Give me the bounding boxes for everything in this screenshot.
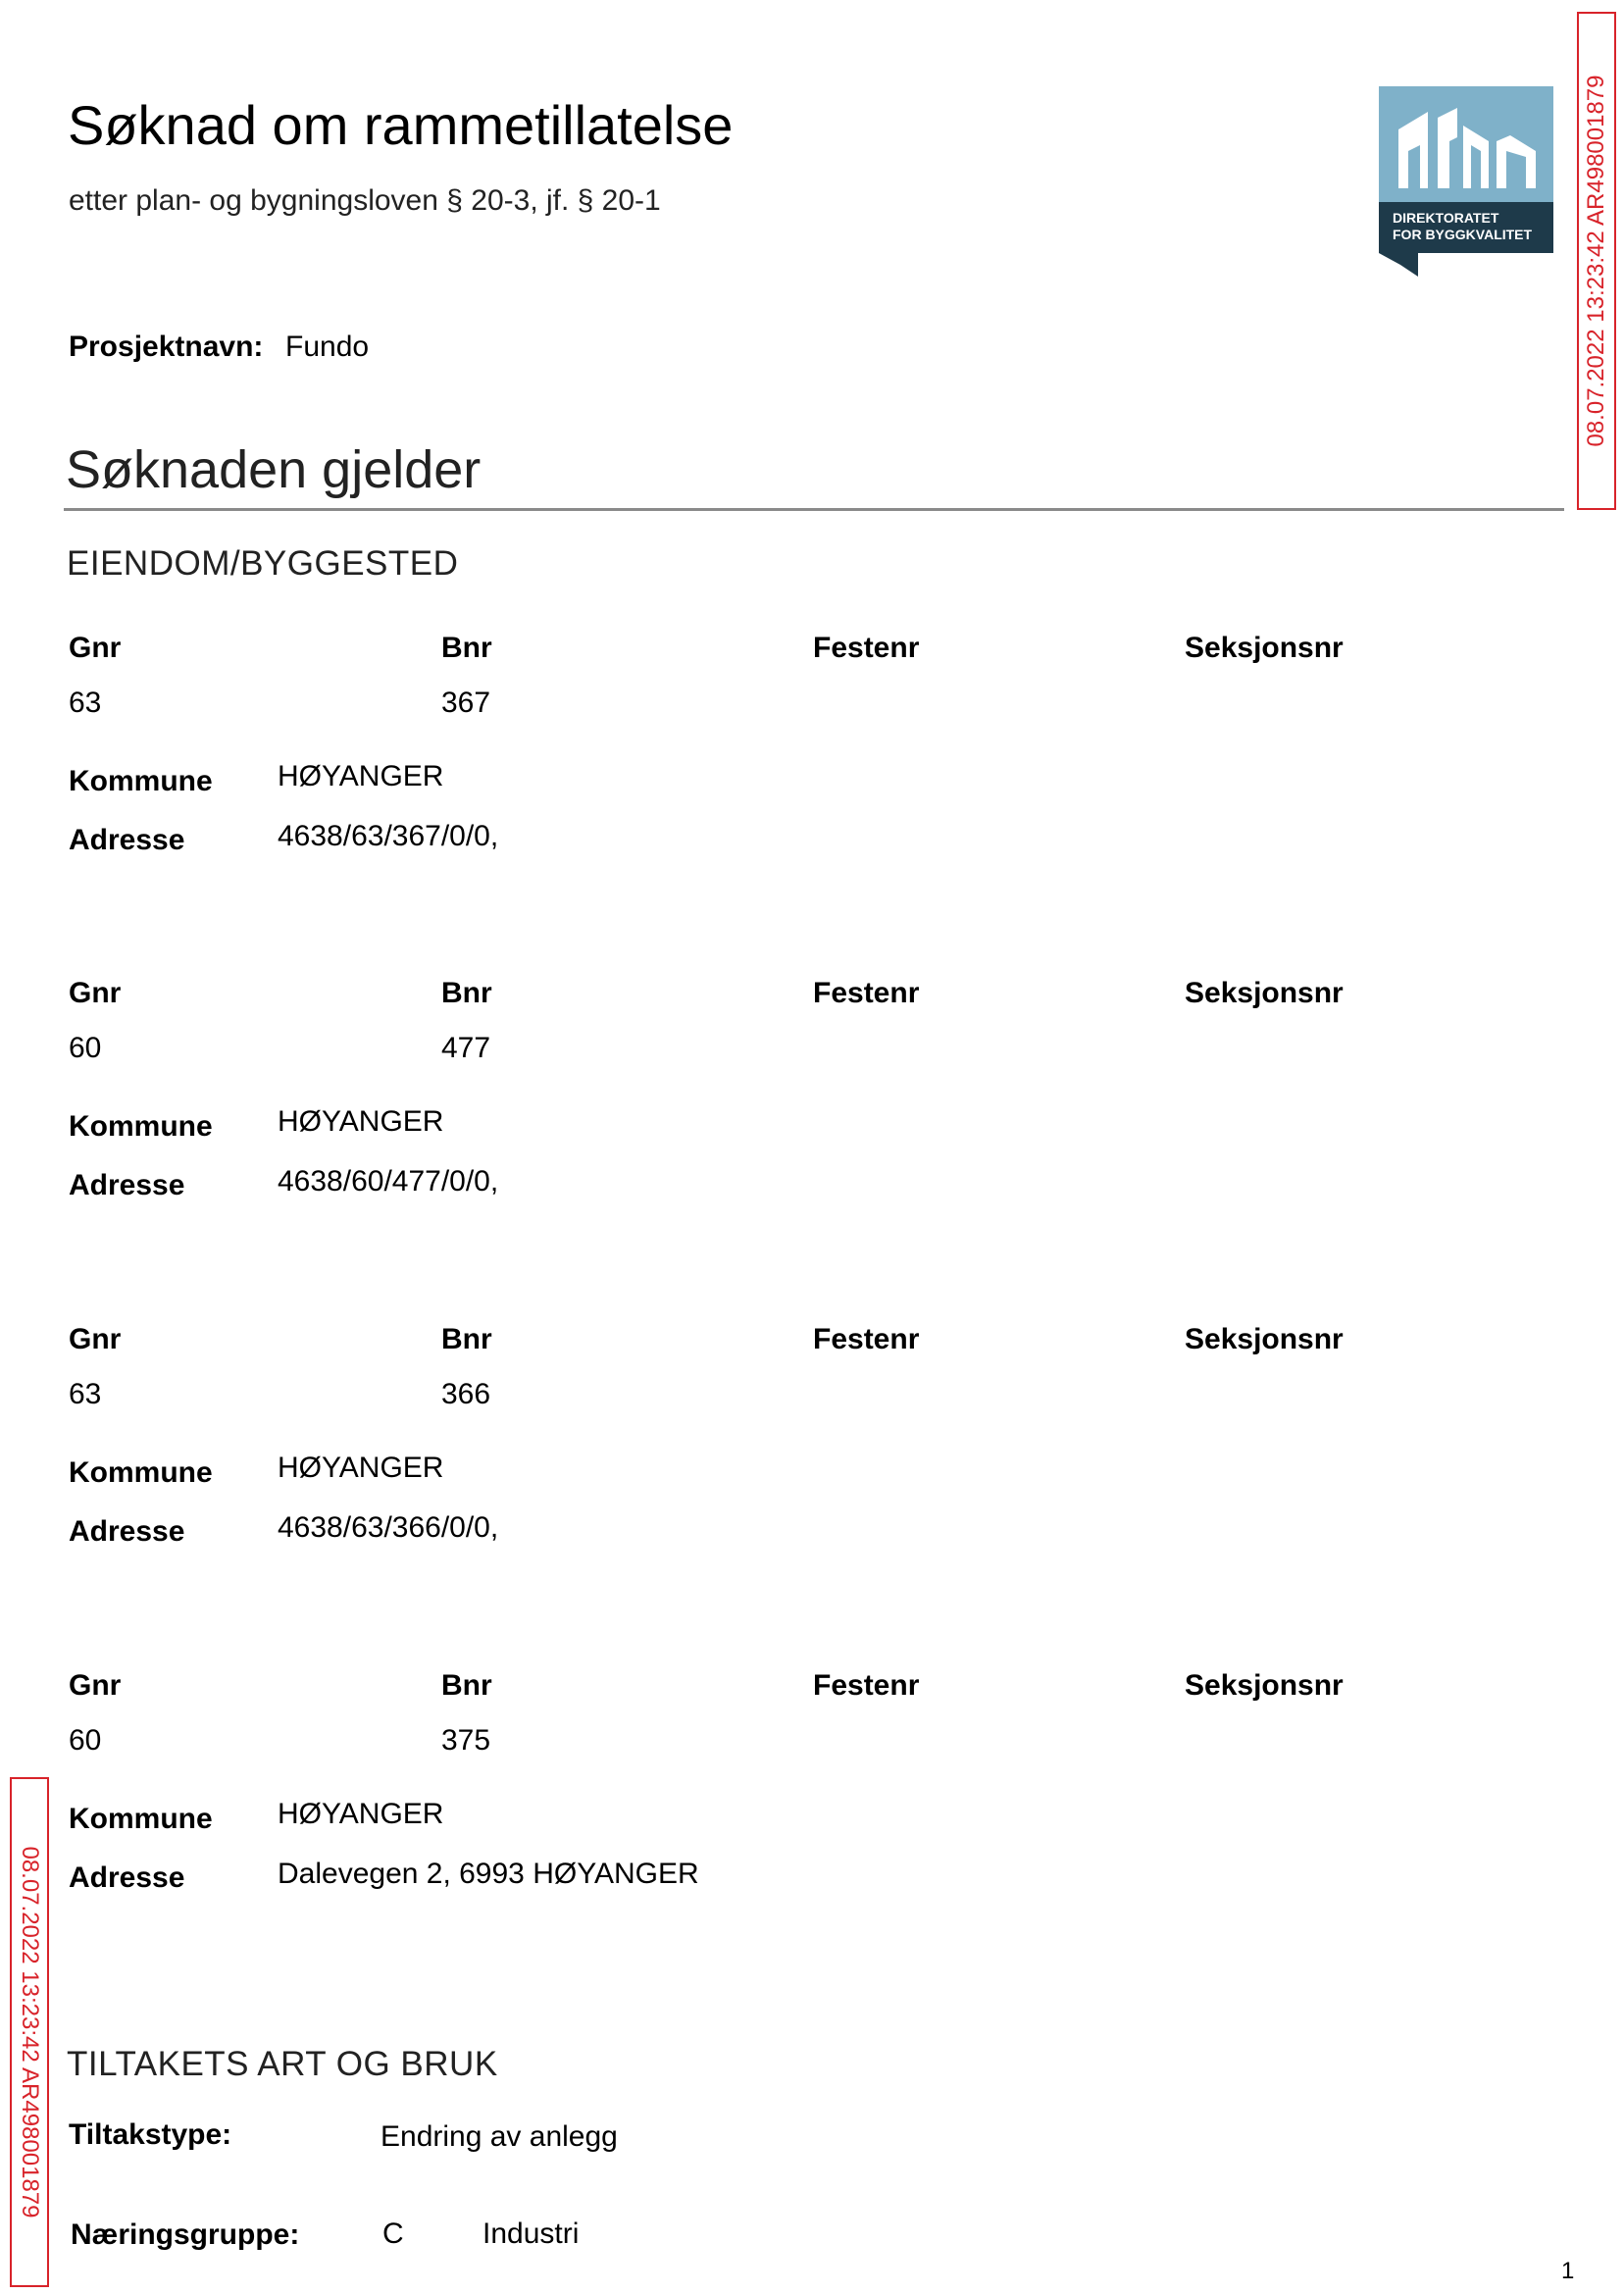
property-section-heading: EIENDOM/BYGGESTED (67, 544, 459, 583)
page-number: 1 (1561, 2258, 1575, 2284)
archive-stamp-right (1577, 12, 1616, 510)
seksjonsnr-label: Seksjonsnr (1185, 1323, 1344, 1355)
project-name-value: Fundo (285, 331, 370, 363)
seksjonsnr-label: Seksjonsnr (1185, 977, 1344, 1009)
logo-text-line2: FOR BYGGKVALITET (1393, 227, 1533, 242)
naeringsgruppe-code: C (382, 2218, 404, 2250)
gnr-label: Gnr (69, 1323, 122, 1355)
gnr-value: 63 (69, 687, 102, 719)
adresse-value: 4638/60/477/0/0, (278, 1165, 499, 1198)
bnr-value: 375 (441, 1724, 491, 1757)
document-subtitle: etter plan- og bygningsloven § 20-3, jf. § 20-1 (69, 184, 661, 217)
adresse-label: Adresse (69, 824, 185, 856)
gnr-value: 60 (69, 1724, 102, 1757)
festenr-label: Festenr (813, 977, 920, 1009)
adresse-label: Adresse (69, 1515, 185, 1548)
festenr-label: Festenr (813, 632, 920, 664)
gnr-label: Gnr (69, 977, 122, 1009)
kommune-label: Kommune (69, 1110, 213, 1143)
kommune-label: Kommune (69, 1803, 213, 1835)
festenr-label: Festenr (813, 1669, 920, 1702)
archive-stamp-text: 08.07.2022 13:23:42 AR498001879 (17, 1846, 43, 2218)
gnr-label: Gnr (69, 632, 122, 664)
adresse-value: 4638/63/366/0/0, (278, 1511, 499, 1544)
bnr-value: 477 (441, 1032, 491, 1064)
adresse-label: Adresse (69, 1169, 185, 1201)
bnr-label: Bnr (441, 977, 492, 1009)
adresse-value: Dalevegen 2, 6993 HØYANGER (278, 1858, 699, 1890)
measure-section-heading: TILTAKETS ART OG BRUK (67, 2045, 498, 2083)
seksjonsnr-label: Seksjonsnr (1185, 632, 1344, 664)
gnr-value: 60 (69, 1032, 102, 1064)
bnr-label: Bnr (441, 1669, 492, 1702)
kommune-value: HØYANGER (278, 760, 444, 792)
kommune-value: HØYANGER (278, 1798, 444, 1830)
adresse-label: Adresse (69, 1861, 185, 1894)
tiltakstype-value: Endring av anlegg (381, 2120, 618, 2153)
festenr-label: Festenr (813, 1323, 920, 1355)
gnr-value: 63 (69, 1378, 102, 1410)
kommune-value: HØYANGER (278, 1452, 444, 1484)
building-logo-icon (1379, 86, 1553, 277)
section-divider (64, 508, 1564, 511)
adresse-value: 4638/63/367/0/0, (278, 820, 499, 852)
naeringsgruppe-label: Næringsgruppe: (71, 2218, 300, 2251)
logo-text-line1: DIREKTORATET (1393, 210, 1499, 226)
naeringsgruppe-value: Industri (482, 2218, 580, 2250)
tiltakstype-label: Tiltakstype: (69, 2118, 232, 2151)
gnr-label: Gnr (69, 1669, 122, 1702)
archive-stamp-left (10, 1777, 49, 2287)
section-title: Søknaden gjelder (66, 440, 482, 499)
project-name-label: Prosjektnavn: (69, 331, 264, 363)
bnr-value: 367 (441, 687, 491, 719)
document-title: Søknad om rammetillatelse (68, 94, 734, 156)
archive-stamp-text: 08.07.2022 13:23:42 AR498001879 (1583, 75, 1609, 447)
seksjonsnr-label: Seksjonsnr (1185, 1669, 1344, 1702)
bnr-label: Bnr (441, 1323, 492, 1355)
kommune-value: HØYANGER (278, 1105, 444, 1138)
dibk-logo (1379, 86, 1553, 277)
kommune-label: Kommune (69, 1456, 213, 1489)
bnr-value: 366 (441, 1378, 491, 1410)
kommune-label: Kommune (69, 765, 213, 797)
bnr-label: Bnr (441, 632, 492, 664)
